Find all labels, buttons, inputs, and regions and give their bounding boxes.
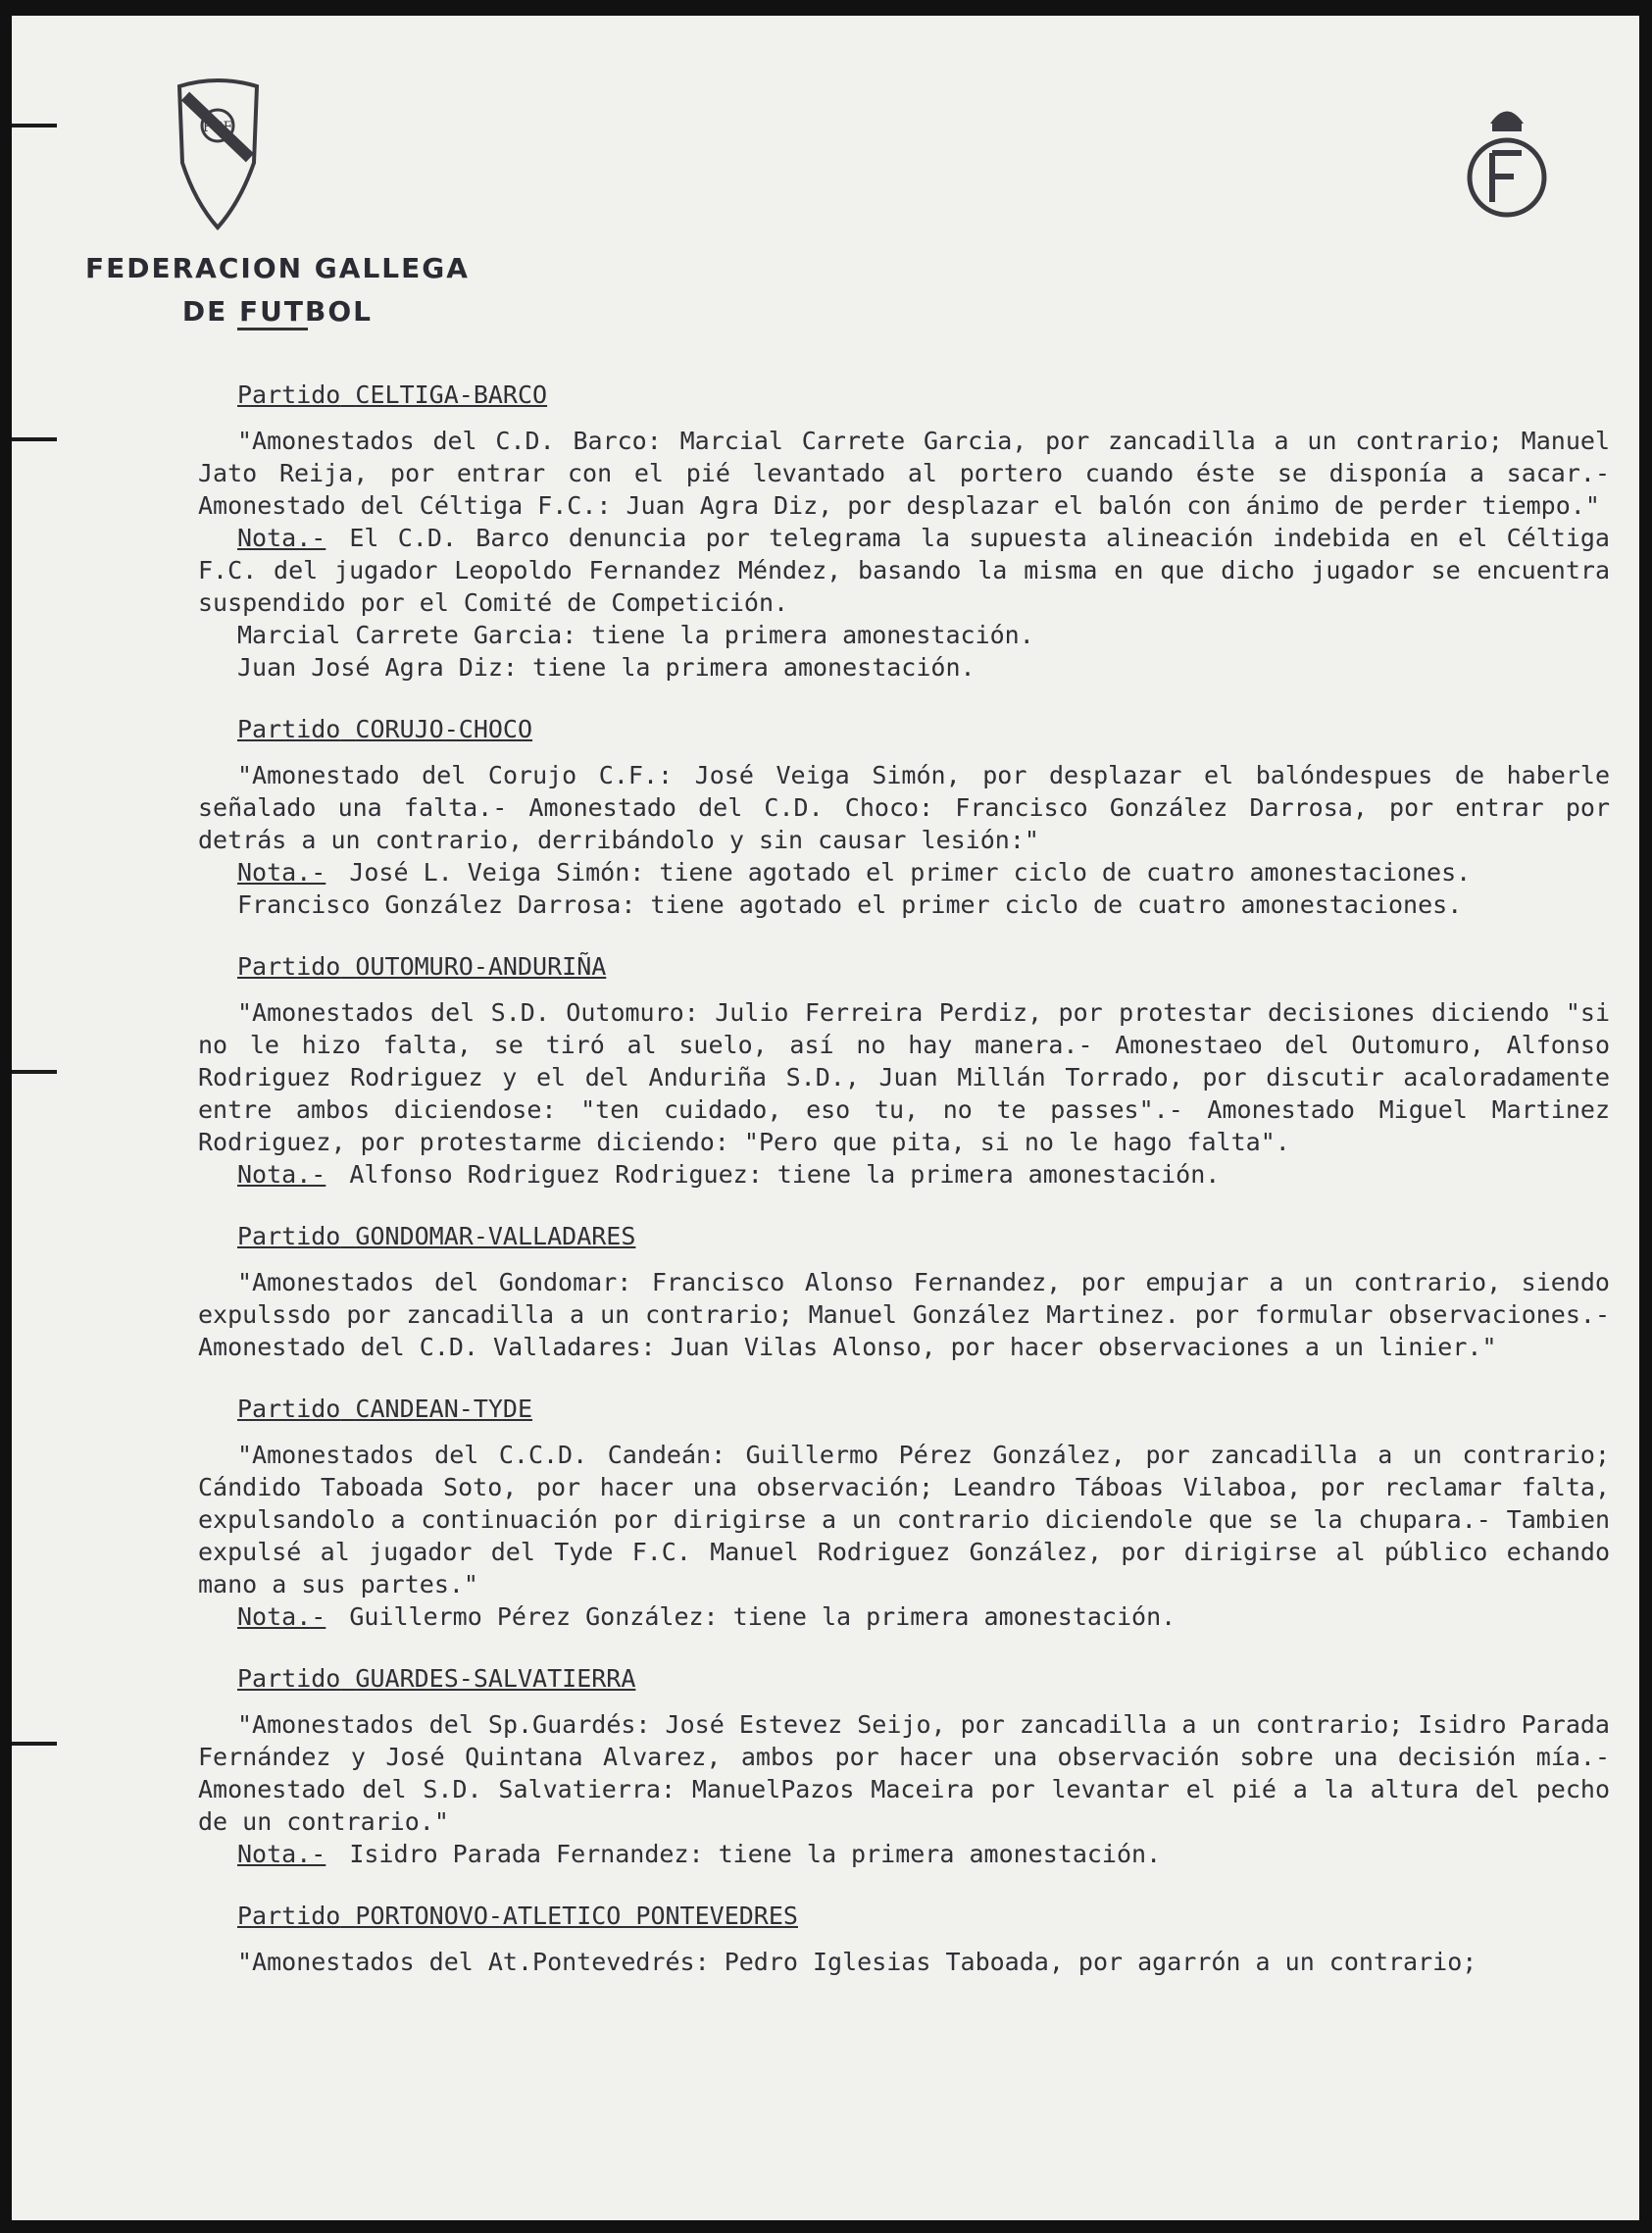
binder-hole <box>12 1742 57 1746</box>
federation-name-line2: DE FUTBOL <box>181 295 373 328</box>
match-title: Partido CELTIGA-BARCO <box>237 381 548 409</box>
match-note: Nota.- Guillermo Pérez González: tiene la primera amonestación. <box>237 1602 1176 1631</box>
match-report: "Amonestados del C.D. Barco: Marcial Carrete Garcia, por zancadilla a un contrario; Manuel Jato Reija, por entrar con el pié levantado al portero cuando éste se disponía a sacar.- Amonestado del Céltiga F.C.: Juan Agra Diz, por desplazar el balón con ánimo de perder tiempo." <box>198 427 1610 520</box>
match-section <box>198 1662 1610 1870</box>
match-section <box>198 1393 1610 1633</box>
match-title: Partido OUTOMURO-ANDURIÑA <box>237 952 607 981</box>
match-note: Nota.- José L. Veiga Simón: tiene agotado el primer ciclo de cuatro amonestaciones. <box>237 858 1472 887</box>
match-title: Partido GONDOMAR-VALLADARES <box>237 1222 636 1250</box>
match-note: Nota.- Alfonso Rodriguez Rodriguez: tiene la primera amonestación. <box>237 1160 1221 1189</box>
match-section <box>198 1220 1610 1363</box>
match-report: "Amonestados del Sp.Guardés: José Estevez Seijo, por zancadilla a un contrario; Isidro Parada Fernández y José Quintana Alvarez, ambos por hacer una observación sobre una decisión mía.- Amonestado del S.D. Salvatierra: ManuelPazos Maceira por levantar el pié a la altura del pecho de un contrario." <box>198 1710 1610 1836</box>
binder-hole <box>12 437 57 441</box>
match-note: Nota.- El C.D. Barco denuncia por telegrama la supuesta alineación indebida en el Céltiga F.C. del jugador Leopoldo Fernandez Méndez, basando la misma en que dicho jugador se encuentra suspendido por el Comité de Competición. <box>198 524 1610 617</box>
header-rule <box>237 328 308 330</box>
note-line: Marcial Carrete Garcia: tiene la primera amonestación. <box>237 621 1034 649</box>
federation-name-line1: FEDERACION GALLEGA <box>85 252 470 284</box>
match-section <box>198 1900 1610 1978</box>
report-body <box>198 379 1610 2007</box>
match-section <box>198 950 1610 1191</box>
federation-name <box>85 247 470 333</box>
match-report: "Amonestados del C.C.D. Candeán: Guillermo Pérez González, por zancadilla a un contrario; Cándido Taboada Soto, por hacer una observación; Leandro Táboas Vilaboa, por reclamar falta, expulsandolo a continuación por dirigirse a un contrario diciendole que se la chupara.- Tambien expulsé al jugador del Tyde F.C. Manuel Rodriguez González, por dirigirse al público echando mano a sus partes." <box>198 1441 1610 1599</box>
note-line: Juan José Agra Diz: tiene la primera amonestación. <box>237 653 976 682</box>
match-section <box>198 713 1610 921</box>
match-title: Partido CANDEAN-TYDE <box>237 1395 533 1423</box>
match-report: "Amonestados del Gondomar: Francisco Alonso Fernandez, por empujar a un contrario, siendo expulssdo por zancadilla a un contrario; Manuel González Martinez. por formular observaciones.- Amonestado del C.D. Valladares: Juan Vilas Alonso, por hacer observaciones a un linier." <box>198 1268 1610 1361</box>
match-report: "Amonestado del Corujo C.F.: José Veiga Simón, por desplazar el balóndespues de haberle señalado una falta.- Amonestado del C.D. Choco: Francisco González Darrosa, por entrar por detrás a un contrario, derribándolo y sin causar lesión:" <box>198 761 1610 854</box>
rfef-crest-logo <box>1463 94 1551 222</box>
match-section <box>198 379 1610 684</box>
note-line: Francisco González Darrosa: tiene agotado el primer ciclo de cuatro amonestaciones. <box>237 890 1463 919</box>
svg-text:FGF: FGF <box>202 120 233 135</box>
binder-hole <box>12 124 57 127</box>
federation-shield-logo <box>172 75 265 231</box>
binder-hole <box>12 1070 57 1074</box>
match-title: Partido CORUJO-CHOCO <box>237 715 533 743</box>
match-title: Partido GUARDES-SALVATIERRA <box>237 1664 636 1693</box>
document-page <box>12 16 1639 2220</box>
match-report: "Amonestados del At.Pontevedrés: Pedro Iglesias Taboada, por agarrón a un contrario; <box>237 1948 1477 1976</box>
match-title: Partido PORTONOVO-ATLETICO PONTEVEDRES <box>237 1902 798 1930</box>
match-report: "Amonestados del S.D. Outomuro: Julio Ferreira Perdiz, por protestar decisiones diciendo "si no le hizo falta, se tiró al suelo, así no hay manera.- Amonestaeo del Outomuro, Alfonso Rodriguez Rodriguez y el del Anduriña S.D., Juan Millán Torrado, por discutir acaloradamente entre ambos diciendose: "ten cuidado, eso tu, no te passes".- Amonestado Miguel Martinez Rodriguez, por protestarme diciendo: "Pero que pita, si no le hago falta". <box>198 998 1610 1156</box>
match-note: Nota.- Isidro Parada Fernandez: tiene la primera amonestación. <box>237 1840 1162 1868</box>
